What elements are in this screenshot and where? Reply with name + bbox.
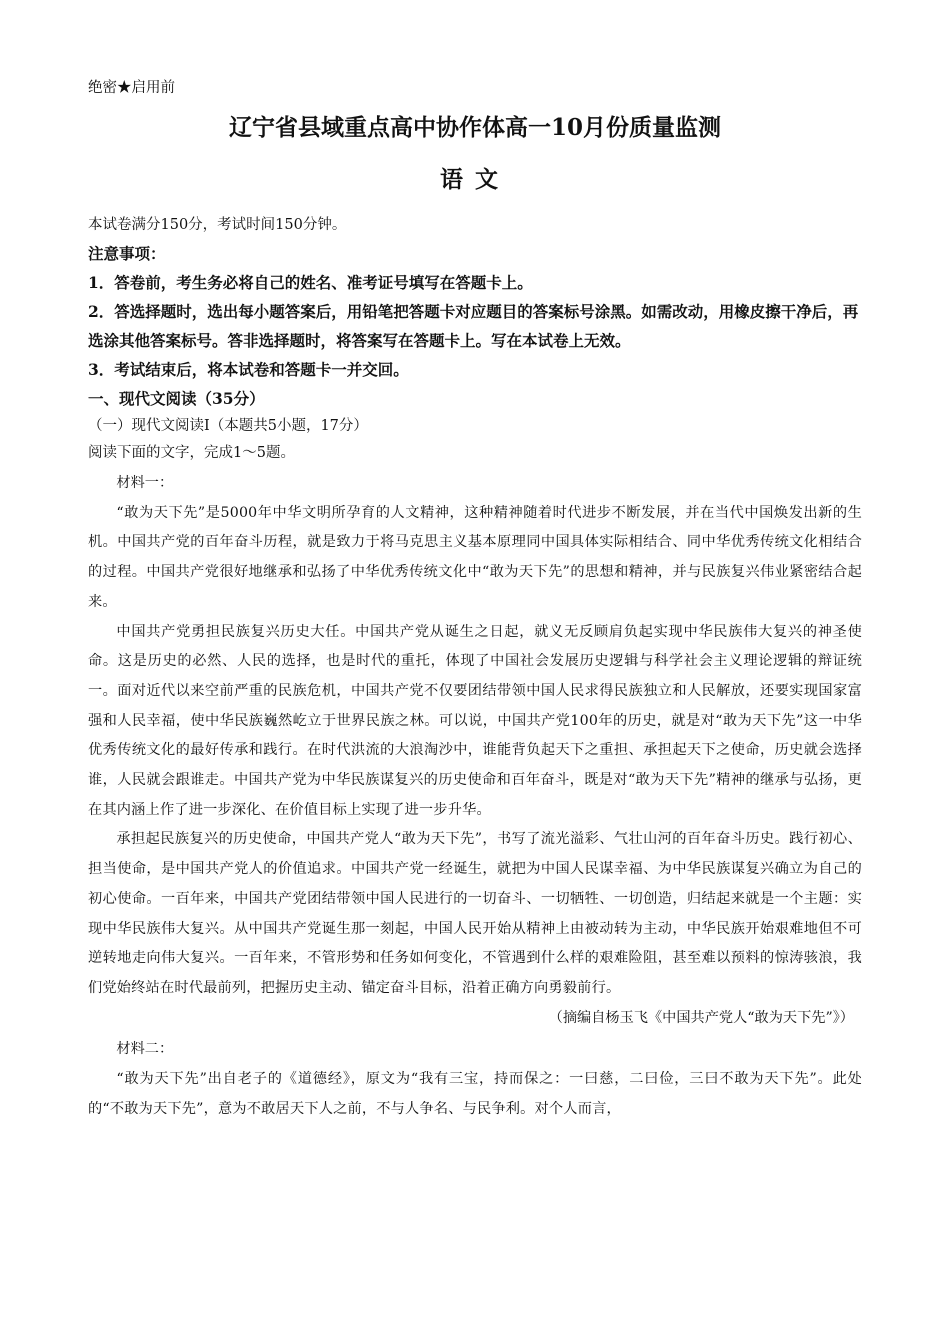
- material-label: 材料二：: [116, 1041, 174, 1058]
- exam-title: 辽宁省县域重点高中协作体高一10月份质量监测: [228, 114, 721, 141]
- material-paragraph: 中国共产党勇担民族复兴历史大任。中国共产党从诞生之日起，就义无反顾肩负起实现中华民族伟大复兴的神圣使命。这是历史的必然、人民的选择，也是时代的重托，体现了中国社会发展历史逻辑与科学社会主义理论逻辑的辩证统一。面对近代以来空前严重的民族危机，中国共产党不仅要团结带领中国人民求得民族独立和人民解放，还要实现国家富强和人民幸福，使中华民族巍然屹立于世界民族之林。可以说，中国共产党100年的历史，就是对“敢为天下先”这一中华优秀传统文化的最好传承和践行。在时代洪流的大浪淘沙中，谁能背负起天下之重担、承担起天下之使命，历史就会选择谁，人民就会跟谁走。中国共产党为中华民族谋复兴的历史使命和百年奋斗，既是对“敢为天下先”精神的继承与弘扬，更在其内涵上作了进一步深化、在价值目标上实现了进一步升华。: [88, 623, 862, 818]
- subject-title: 语文: [440, 166, 510, 193]
- section-heading: 一、现代文阅读（35分）: [88, 389, 265, 408]
- material-paragraph: “敢为天下先”是5000年中华文明所孕育的人文精神，这种精神随着时代进步不断发展，并在当代中国焕发出新的生机。中国共产党的百年奋斗历程，就是致力于将马克思主义基本原理同中国具体实际相结合、同中华优秀传统文化相结合的过程。中国共产党很好地继承和弘扬了中华优秀传统文化中“敢为天下先”的思想和精神，并与民族复兴伟业紧密结合起来。: [88, 504, 862, 610]
- score-time-info: 本试卷满分150分，考试时间150分钟。: [88, 217, 347, 233]
- section-subheading: （一）现代文阅读Ⅰ（本题共5小题，17分）: [88, 418, 368, 434]
- reading-instruction: 阅读下面的文字，完成1～5题。: [88, 445, 295, 461]
- confidential-mark: 绝密★启用前: [88, 80, 175, 96]
- material-paragraph: “敢为天下先”出自老子的《道德经》，原文为“我有三宝，持而保之：一曰慈，二曰俭，三曰不敢为天下先”。此处的“不敢为天下先”，意为不敢居天下人之前，不与人争名、与民争利。对个人而言，: [88, 1071, 862, 1117]
- notice-item: 1．答卷前，考生务必将自己的姓名、准考证号填写在答题卡上。: [88, 273, 533, 292]
- material-label: 材料一：: [116, 475, 174, 491]
- material-one: [88, 469, 862, 1033]
- material-source: （摘编自杨玉飞《中国共产党人“敢为天下先”》）: [548, 1009, 854, 1026]
- material-paragraph: 承担起民族复兴的历史使命，中国共产党人“敢为天下先”，书写了流光溢彩、气壮山河的百年奋斗历史。践行初心、担当使命，是中国共产党人的价值追求。中国共产党一经诞生，就把为中国人民谋幸福、为中华民族谋复兴确立为自己的初心使命。一百年来，中国共产党团结带领中国人民进行的一切奋斗、一切牺牲、一切创造，归结起来就是一个主题：实现中华民族伟大复兴。从中国共产党诞生那一刻起，中国人民开始从精神上由被动转为主动，中华民族开始艰难地但不可逆转地走向伟大复兴。一百年来，不管形势和任务如何变化，不管遇到什么样的艰难险阻，甚至难以预料的惊涛骇浪，我们党始终站在时代最前列，把握历史主动、锚定奋斗目标，沿着正确方向勇毅前行。: [88, 831, 862, 996]
- notice-item: 2．答选择题时，选出每小题答案后，用铅笔把答题卡对应题目的答案标号涂黑。如需改动，用橡皮擦干净后，再选涂其他答案标号。答非选择题时，将答案写在答题卡上。写在本试卷上无效。: [88, 302, 859, 350]
- notice-item: 3．考试结束后，将本试卷和答题卡一并交回。: [88, 360, 409, 379]
- material-two: [88, 1035, 862, 1124]
- notice-heading: 注意事项：: [88, 244, 166, 263]
